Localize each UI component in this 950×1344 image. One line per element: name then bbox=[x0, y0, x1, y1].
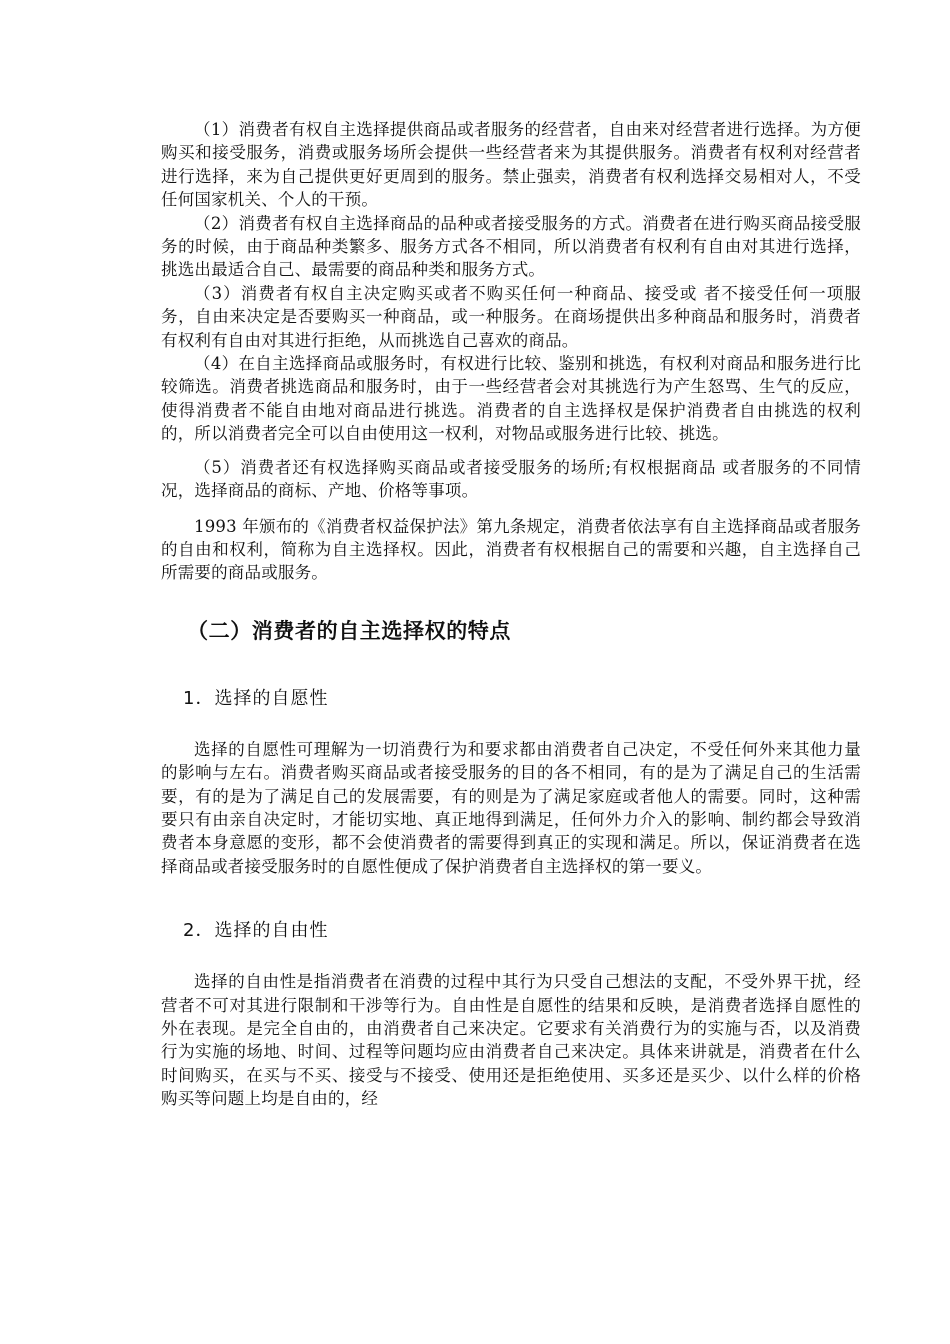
paragraph-item-2: （2）消费者有权自主选择商品的品种或者接受服务的方式。消费者在进行购买商品接受服务的时候，由于商品种类繁多、服务方式各不相同，所以消费者有权利有自由对其进行选择，挑选出最适合自己、最需要的商品种类和服务方式。 bbox=[161, 213, 861, 280]
section-title: （二）消费者的自主选择权的特点 bbox=[187, 618, 511, 643]
paragraph-voluntariness: 选择的自愿性可理解为一切消费行为和要求都由消费者自己决定，不受任何外来其他力量的影响与左右。消费者购买商品或者接受服务的目的各不相同，有的是为了满足自己的生活需要，有的是为了满足自己的发展需要，有的则是为了满足家庭或者他人的需要。同时，这种需要只有由亲自决定时，才能切实地、真正地得到满足，任何外力介入的影响、制约都会导致消费者本身意愿的变形，都不会使消费者的需要得到真正的实现和满足。所以，保证消费者在选择商品或者接受服务时的自愿性便成了保护消费者自主选择权的第一要义。 bbox=[161, 739, 861, 876]
paragraph-item-5: （5）消费者还有权选择购买商品或者接受服务的场所;有权根据商品 或者服务的不同情况，选择商品的商标、产地、价格等事项。 bbox=[161, 457, 861, 501]
paragraph-item-3: （3）消费者有权自主决定购买或者不购买任何一种商品、接受或 者不接受任何一项服务，自由来决定是否要购买一种商品，或一种服务。在商场提供出多种商品和服务时，消费者有权利有自由对其进行拒绝，从而挑选自己喜欢的商品。 bbox=[161, 283, 861, 350]
paragraph-law-1993: 1993 年颁布的《消费者权益保护法》第九条规定，消费者依法享有自主选择商品或者服务的自由和权利，简称为自主选择权。因此，消费者有权根据自己的需要和兴趣，自主选择自己所需要的商品或服务。 bbox=[161, 516, 861, 583]
paragraph-item-4: （4）在自主选择商品或服务时，有权进行比较、鉴别和挑选，有权利对商品和服务进行比较筛选。消费者挑选商品和服务时，由于一些经营者会对其挑选行为产生怒骂、生气的反应，使得消费者不能自由地对商品进行挑选。消费者的自主选择权是保护消费者自由挑选的权利的，所以消费者完全可以自由使用这一权利，对物品或服务进行比较、挑选。 bbox=[161, 354, 861, 444]
paragraph-freedom: 选择的自由性是指消费者在消费的过程中其行为只受自己想法的支配，不受外界干扰，经营者不可对其进行限制和干涉等行为。自由性是自愿性的结果和反映，是消费者选择自愿性的外在表现。是完全自由的，由消费者自己来决定。它要求有关消费行为的实施与否，以及消费行为实施的场地、时间、过程等问题均应由消费者自己来决定。具体来讲就是，消费者在什么时间购买，在买与不买、接受与不接受、使用还是拒绝使用、买多还是买少、以什么样的价格购买等问题上均是自由的，经 bbox=[161, 972, 861, 1109]
paragraph-item-1: （1）消费者有权自主选择提供商品或者服务的经营者，自由来对经营者进行选择。为方便购买和接受服务，消费或服务场所会提供一些经营者来为其提供服务。消费者有权利对经营者进行选择，来为自己提供更好更周到的服务。禁止强卖，消费者有权利选择交易相对人，不受任何国家机关、个人的干预。 bbox=[161, 120, 861, 210]
document-page bbox=[161, 118, 861, 1111]
subsection-title-voluntariness: 1．选择的自愿性 bbox=[183, 687, 329, 709]
subsection-title-freedom: 2．选择的自由性 bbox=[183, 920, 329, 942]
